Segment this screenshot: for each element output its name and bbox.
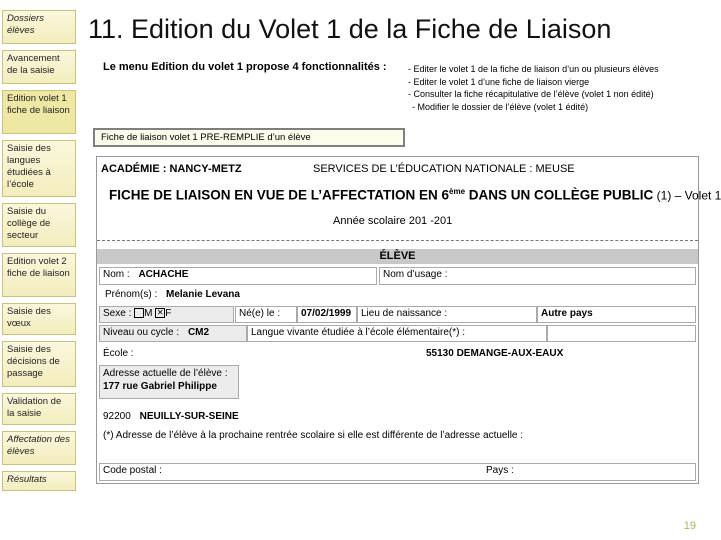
adresse-label: Adresse actuelle de l’élève : (103, 368, 228, 379)
sidebar-item-label: Résultats (7, 474, 47, 485)
langue-label: Langue vivante étudiée à l’école élémentaire(*) : (251, 327, 466, 338)
adresse-note (99, 428, 696, 445)
langue-value (547, 325, 696, 342)
prenom-value: Melanie Levana (166, 289, 240, 300)
lieu-naissance-field (357, 306, 537, 323)
sidebar-item-label: Validation de la saisie (7, 396, 62, 419)
cp-value: 92200 (103, 411, 131, 422)
ville-field (99, 409, 696, 426)
sidebar-item-label: Edition volet 2 fiche de liaison (7, 256, 70, 279)
services-label: SERVICES DE L’ÉDUCATION NATIONALE : MEUSE (313, 163, 575, 175)
checkbox-f: ✕ (156, 308, 164, 318)
niveau-field (99, 325, 247, 342)
form-title (109, 187, 721, 203)
ville-value: NEUILLY-SUR-SEINE (139, 411, 239, 422)
sidebar-item-label: Dossiers élèves (7, 13, 44, 36)
sidebar-item-label: Saisie des décisions de passage (7, 344, 60, 379)
sidebar-item-langues[interactable] (2, 140, 76, 197)
niveau-value: CM2 (187, 327, 210, 338)
ne-le-field (235, 306, 297, 323)
liaison-form (96, 156, 721, 484)
feature-list (408, 63, 659, 113)
sidebar-item-edition-volet-2[interactable] (2, 253, 76, 297)
dashed-divider (97, 240, 698, 241)
feature-item: - Consulter la fiche récapitulative de l’élève (volet 1 non édité) (408, 89, 654, 99)
feature-item: - Editer le volet 1 de la fiche de liaison d’un ou plusieurs élèves (408, 64, 659, 74)
intro-text: Le menu Edition du volet 1 propose 4 fonctionnalités : (103, 61, 387, 73)
lieu-naissance-value: Autre pays (537, 306, 696, 323)
sidebar-item-label: Saisie des langues étudiées à l’école (7, 143, 51, 190)
sidebar-item-label: Saisie du collège de secteur (7, 206, 51, 241)
sidebar-item-label: Saisie des vœux (7, 306, 51, 329)
adresse-note-text: (*) Adresse de l’élève à la prochaine rentrée scolaire si elle est différente de l’adresse actuelle : (103, 430, 524, 441)
ecole-field (99, 346, 696, 363)
ecole-label: École : (103, 348, 134, 359)
ne-le-label: Né(e) le : (239, 308, 281, 319)
sexe-m-label: M (144, 308, 153, 319)
nom-usage-label: Nom d’usage : (383, 269, 448, 280)
sidebar-item-label: Avancement de la saisie (7, 53, 60, 76)
feature-item: - Editer le volet 1 d’une fiche de liaison vierge (408, 76, 590, 87)
sidebar-item-college-secteur[interactable] (2, 203, 76, 247)
page-title: 11. Edition du Volet 1 de la Fiche de Liaison (88, 14, 612, 44)
code-postal-label: Code postal : (103, 465, 162, 476)
nom-field (99, 267, 377, 285)
feature-item: - Modifier le dossier de l’élève (volet 1 édité) (412, 101, 589, 112)
nom-usage-field (379, 267, 696, 285)
ne-le-value: 07/02/1999 (297, 306, 357, 323)
checkbox-m (134, 308, 144, 318)
prenom-field (99, 287, 696, 304)
sidebar (0, 0, 78, 540)
adresse-field (99, 365, 239, 399)
adresse-value: 177 rue Gabriel Philippe (103, 381, 217, 392)
sexe-field (99, 306, 234, 323)
langue-field (247, 325, 547, 342)
niveau-label: Niveau ou cycle : (103, 327, 180, 338)
eleve-band: ÉLÈVE (97, 249, 698, 264)
form-title-rest: DANS UN COLLÈGE PUBLIC (465, 187, 654, 203)
sidebar-item-edition-volet-1[interactable] (2, 90, 76, 134)
form-title-sup: ème (449, 187, 466, 196)
form-caption: Fiche de liaison volet 1 PRE-REMPLIE d’un élève (93, 128, 405, 147)
form-title-main: FICHE DE LIAISON EN VUE DE L’AFFECTATION EN 6 (109, 187, 450, 203)
nom-label: Nom : (103, 269, 130, 280)
nom-value: ACHACHE (138, 269, 189, 280)
sidebar-item-label: Affectation des élèves (7, 434, 70, 457)
sidebar-item-affectation[interactable] (2, 431, 76, 465)
sidebar-item-resultats[interactable] (2, 471, 76, 491)
academie-label: ACADÉMIE : NANCY-METZ (101, 163, 242, 175)
prenom-label: Prénom(s) : (105, 289, 158, 300)
pays-label: Pays : (486, 465, 514, 476)
sidebar-item-label: Edition volet 1 fiche de liaison (7, 93, 70, 116)
cp-pays-field (99, 463, 696, 481)
sexe-label: Sexe : (103, 308, 135, 319)
form-title-tail: (1) – Volet 1 (653, 188, 721, 203)
sidebar-item-dossiers-eleves[interactable] (2, 10, 76, 44)
sidebar-item-avancement[interactable] (2, 50, 76, 84)
sidebar-item-decisions[interactable] (2, 341, 76, 387)
lieu-naissance-label: Lieu de naissance : (361, 308, 448, 319)
sidebar-item-voeux[interactable] (2, 303, 76, 335)
ecole-value: 55130 DEMANGE-AUX-EAUX (426, 348, 564, 359)
school-year: Année scolaire 201 -201 (333, 215, 453, 227)
page-number: 19 (683, 520, 696, 532)
sexe-f-label: F (165, 308, 172, 319)
sidebar-item-validation[interactable] (2, 393, 76, 425)
